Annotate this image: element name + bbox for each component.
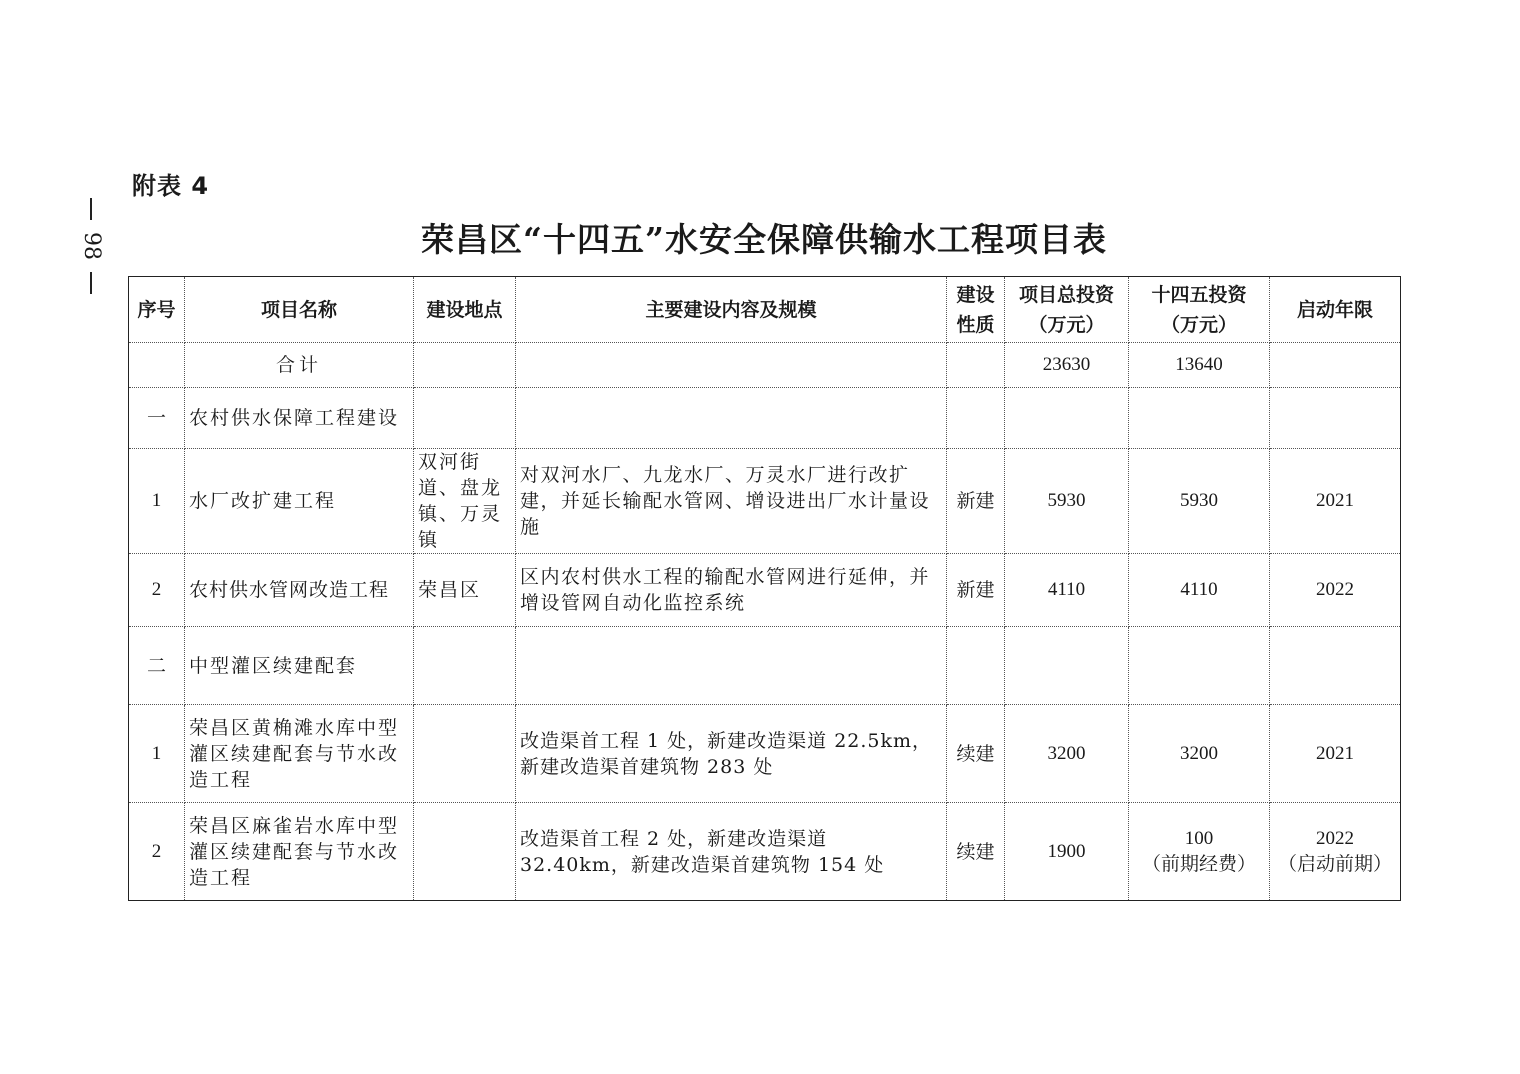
row-name: 荣昌区麻雀岩水库中型灌区续建配套与节水改造工程 [185, 803, 414, 901]
row-location [414, 705, 516, 803]
total-row [129, 343, 1401, 388]
row-plan-note: （前期经费） [1141, 853, 1256, 875]
header-name: 项目名称 [185, 277, 414, 343]
table-row [129, 705, 1401, 803]
total-plan-investment: 13640 [1129, 343, 1270, 388]
row-total: 5930 [1005, 449, 1129, 554]
section-name: 中型灌区续建配套 [185, 627, 414, 705]
header-total [1005, 277, 1129, 343]
row-nature: 新建 [947, 554, 1005, 627]
row-nature: 新建 [947, 449, 1005, 554]
row-location: 双河街道、盘龙镇、万灵镇 [414, 449, 516, 554]
section-row [129, 627, 1401, 705]
project-table [128, 276, 1401, 901]
page-dash-bottom [90, 272, 92, 294]
row-name: 荣昌区黄桷滩水库中型灌区续建配套与节水改造工程 [185, 705, 414, 803]
header-plan [1129, 277, 1270, 343]
table-header-row [129, 277, 1401, 343]
table-row [129, 554, 1401, 627]
row-seq: 2 [129, 554, 185, 627]
section-seq: 二 [129, 627, 185, 705]
row-name: 水厂改扩建工程 [185, 449, 414, 554]
table-row [129, 449, 1401, 554]
row-nature: 续建 [947, 705, 1005, 803]
row-start-cell [1270, 803, 1401, 901]
row-plan: 4110 [1129, 554, 1270, 627]
row-location [414, 803, 516, 901]
row-seq: 1 [129, 705, 185, 803]
row-total: 1900 [1005, 803, 1129, 901]
row-start: 2022 [1316, 827, 1354, 849]
row-total: 4110 [1005, 554, 1129, 627]
row-start: 2022 [1270, 554, 1401, 627]
section-name: 农村供水保障工程建设 [185, 388, 414, 449]
row-content: 区内农村供水工程的输配水管网进行延伸，并增设管网自动化监控系统 [516, 554, 947, 627]
header-plan-line1: 十四五投资 [1151, 283, 1247, 306]
header-total-line2: （万元） [1028, 313, 1105, 336]
header-nature [947, 277, 1005, 343]
header-seq: 序号 [129, 277, 185, 343]
table-row [129, 803, 1401, 901]
row-content: 改造渠首工程 2 处，新建改造渠道 32.40km，新建改造渠首建筑物 154 处 [516, 803, 947, 901]
row-start-note: （启动前期） [1277, 853, 1392, 875]
row-start: 2021 [1270, 449, 1401, 554]
document-title: 荣昌区“十四五”水安全保障供输水工程项目表 [421, 220, 1107, 259]
section-row [129, 388, 1401, 449]
row-seq: 1 [129, 449, 185, 554]
row-nature: 续建 [947, 803, 1005, 901]
header-location: 建设地点 [414, 277, 516, 343]
row-plan-cell [1129, 803, 1270, 901]
section-seq: 一 [129, 388, 185, 449]
total-investment: 23630 [1005, 343, 1129, 388]
row-content: 对双河水厂、九龙水厂、万灵水厂进行改扩建，并延长输配水管网、增设进出厂水计量设施 [516, 449, 947, 554]
row-start: 2021 [1270, 705, 1401, 803]
row-plan: 3200 [1129, 705, 1270, 803]
row-plan: 5930 [1129, 449, 1270, 554]
header-nature-line2: 性质 [956, 313, 995, 336]
appendix-label: 附表 4 [132, 172, 210, 200]
row-seq: 2 [129, 803, 185, 901]
row-total: 3200 [1005, 705, 1129, 803]
side-page-number [74, 198, 108, 294]
row-name: 农村供水管网改造工程 [185, 554, 414, 627]
header-total-line1: 项目总投资 [1018, 283, 1114, 306]
header-content: 主要建设内容及规模 [516, 277, 947, 343]
header-nature-line1: 建设 [956, 283, 995, 306]
header-start: 启动年限 [1270, 277, 1401, 343]
page-dash-top [90, 198, 92, 220]
page-number: 98 [79, 232, 104, 260]
total-label: 合计 [185, 343, 414, 388]
row-plan: 100 [1184, 827, 1214, 849]
row-location: 荣昌区 [414, 554, 516, 627]
header-plan-line2: （万元） [1160, 313, 1237, 336]
row-content: 改造渠首工程 1 处，新建改造渠道 22.5km，新建改造渠首建筑物 283 处 [516, 705, 947, 803]
